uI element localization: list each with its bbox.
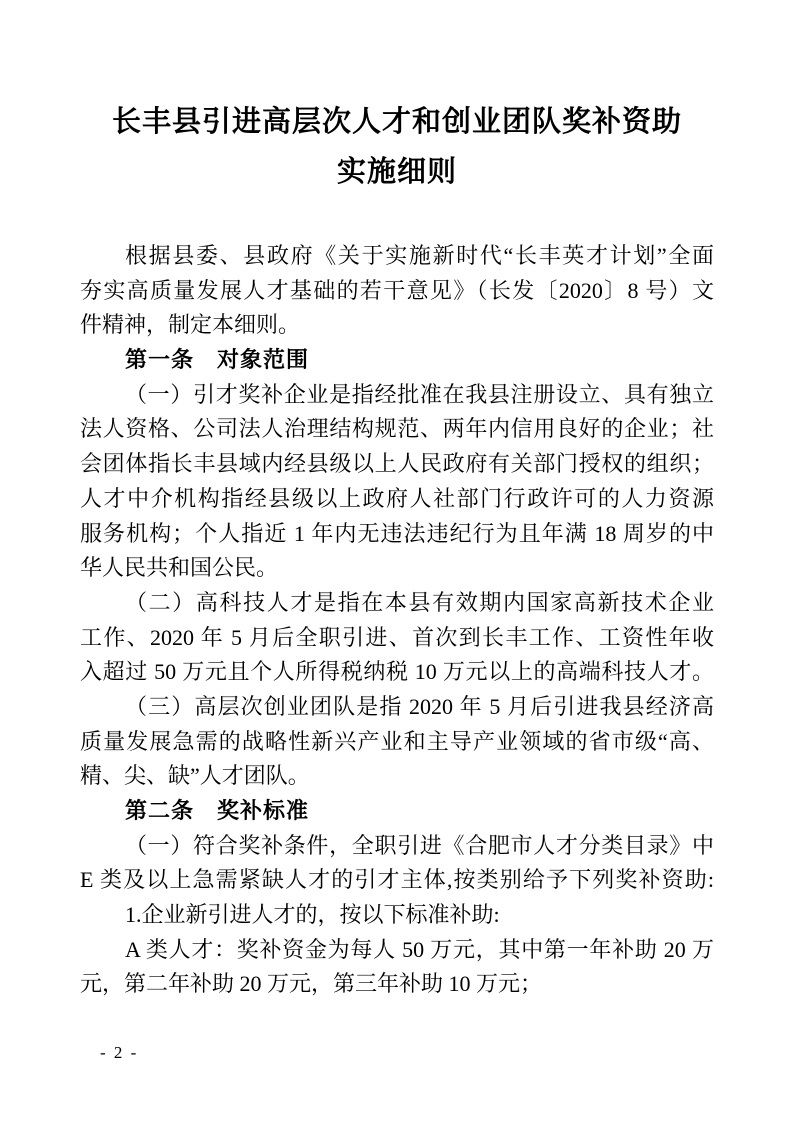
text-line: （三）高层次创业团队是指 2020 年 5 月后引进我县经济高 [125, 693, 714, 719]
text-line: 会团体指长丰县域内经县级以上人民政府有关部门授权的组织； [80, 451, 714, 477]
title-line-2: 实施细则 [336, 156, 457, 188]
text-line: 华人民共和国公民。 [80, 555, 279, 581]
text-line: 人才中介机构指经县级以上政府人社部门行政许可的人力资源 [80, 485, 714, 511]
text-line: 入超过 50 万元且个人所得税纳税 10 万元以上的高端科技人才。 [80, 659, 714, 685]
text-line: 件精神，制定本细则。 [80, 312, 301, 338]
text-line: E 类及以上急需紧缺人才的引才主体,按类别给予下列奖补资助: [80, 867, 714, 893]
text-line: 服务机构；个人指近 1 年内无违法违纪行为且年满 18 周岁的中 [80, 520, 714, 546]
text-line: 质量发展急需的战略性新兴产业和主导产业领域的省市级“高、 [80, 728, 714, 754]
page-number: - 2 - [100, 1043, 139, 1062]
text-line: （二）高科技人才是指在本县有效期内国家高新技术企业 [125, 589, 714, 615]
text-line: （一）符合奖补条件，全职引进《合肥市人才分类目录》中 [125, 832, 714, 858]
text-line: A 类人才：奖补资金为每人 50 万元，其中第一年补助 20 万 [125, 936, 714, 962]
document-body [80, 239, 714, 1002]
text-line: 夯实高质量发展人才基础的若干意见》（长发〔2020〕8 号）文 [80, 277, 714, 303]
text-line: 精、尖、缺”人才团队。 [80, 763, 310, 789]
section-heading: 第一条 对象范围 [125, 347, 310, 373]
text-line: （一）引才奖补企业是指经批准在我县注册设立、具有独立 [125, 381, 714, 407]
title-line-1: 长丰县引进高层次人才和创业团队奖补资助 [111, 106, 682, 138]
section-heading: 第二条 奖补标准 [125, 798, 310, 823]
text-line: 根据县委、县政府《关于实施新时代“长丰英才计划”全面 [125, 243, 714, 268]
document-title [0, 97, 794, 197]
text-line: 工作、2020 年 5 月后全职引进、首次到长丰工作、工资性年收 [80, 624, 714, 650]
text-line: 法人资格、公司法人治理结构规范、两年内信用良好的企业；社 [80, 416, 714, 442]
text-line: 1.企业新引进人才的，按以下标准补助: [125, 902, 500, 928]
text-line: 元，第二年补助 20 万元，第三年补助 10 万元； [80, 971, 543, 997]
